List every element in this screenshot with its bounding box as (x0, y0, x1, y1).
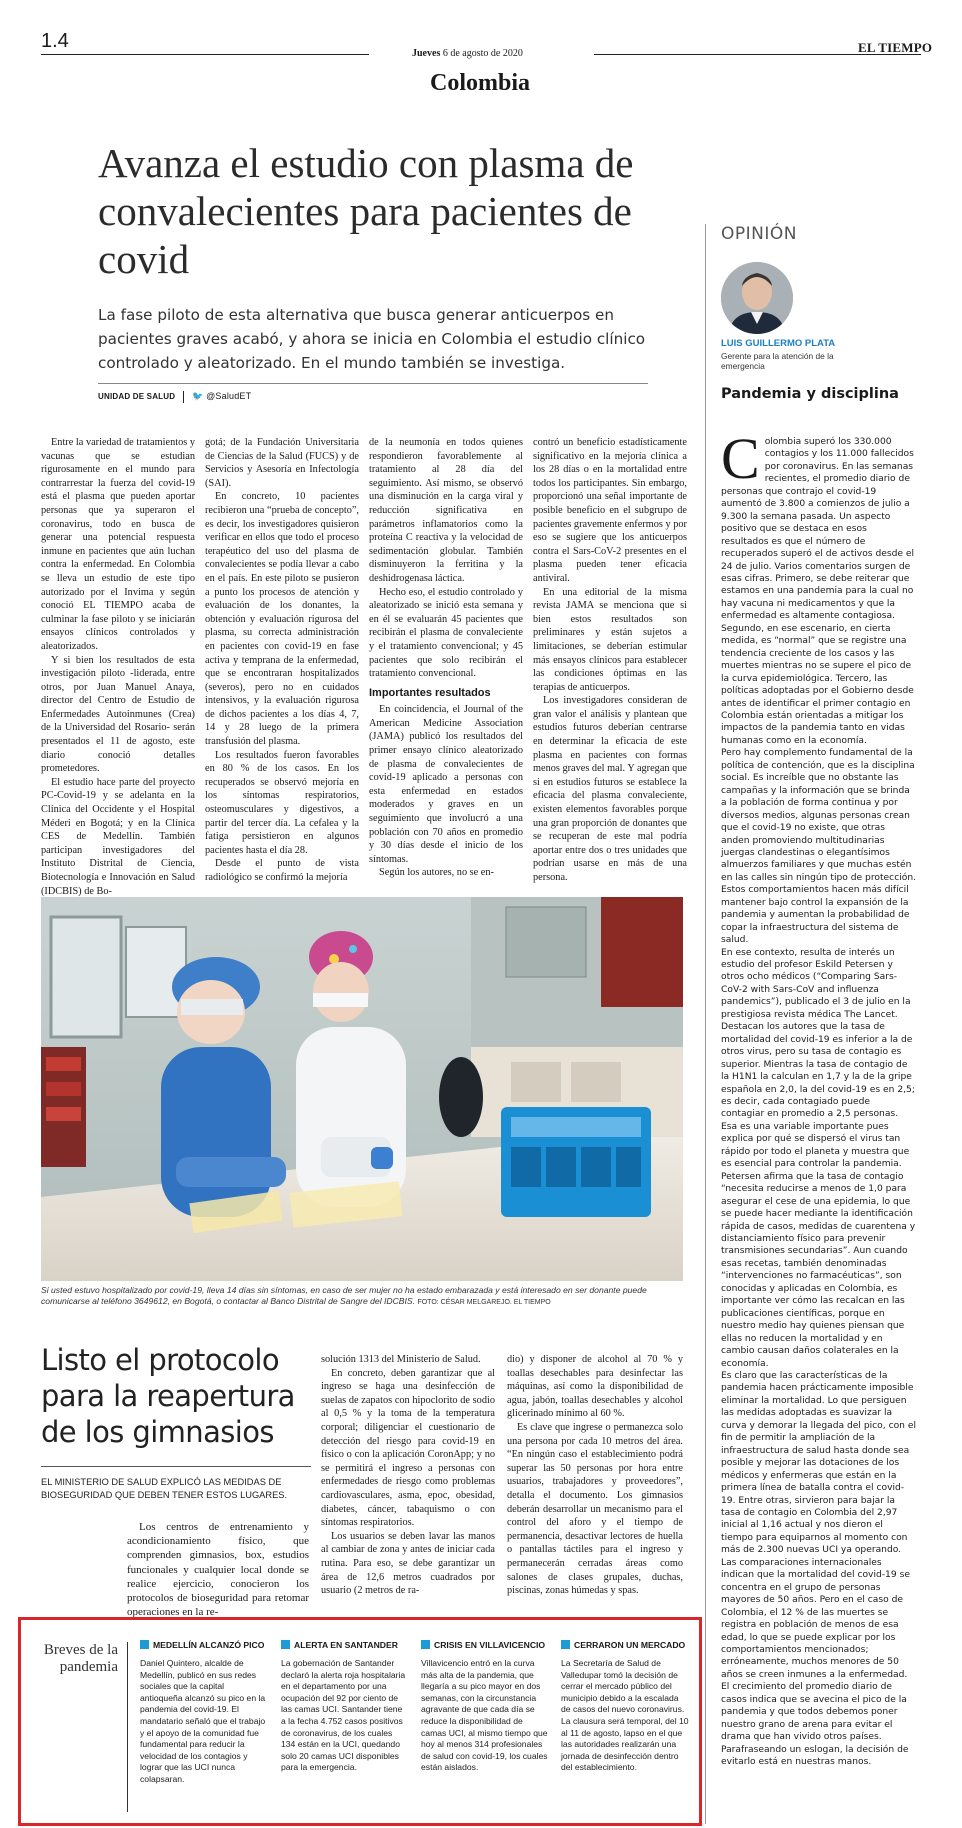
paragraph: En concreto, 10 pacientes recibieron una “prueba de concepto”, es decir, los investigadores quisieron verificar en ellos que todo el proceso terapéutico del uso del plasma de convalecientes se podía llevar a cabo en el país. En este piloto se pusieron a punto los procesos de atención y evaluación de los donantes, la obtención y evaluación rigurosa del plasma, su correcta administración en pacientes con covid-19 en fase activa y temprana de la enfermedad, que se encontraran hospitalizados (severos), pero no en cuidados intensivos, y la evaluación rigurosa de dichos pacientes a los días 4, 7, 14 y 28 luego de la primera transfusión del plasma. (205, 491, 359, 748)
opinion-paragraph (721, 426, 916, 747)
photo-caption (41, 1285, 683, 1308)
paragraph: Entre la variedad de tratamientos y vacunas que se estudian rigurosamente en el mundo para contrarrestar la fuerza del covid-19 está el plasma que pueden aportar personas que ya superaron el coronavirus, todo en busca de generar una potencial respuesta inmune en pacientes que aún luchan contra la enfermedad. En Colombia se lleva un estudio de este tipo autorizado por el Invima y según conoció EL TIEMPO acaba de culminar la fase piloto y se iniciarán ensayos clínicos controlados y aleatorizados. (41, 437, 195, 652)
opinion-paragraph: El crecimiento del promedio diario de casos indica que se avecina el pico de la pandemia y que todos debemos poner nuestro grano de arena para evitar el drama que han vivido otros países. Parafraseando un eslogan, la decisión de evitarlo está en nuestras manos. (721, 1682, 909, 1768)
columnist-avatar (721, 262, 793, 334)
columnist-role: Gerente para la atención de la emergencia (721, 351, 834, 371)
lab-photo-illustration (41, 897, 683, 1281)
opinion-paragraph: Esa es una variable importante pues explica por qué se dispersó el virus tan rápido por todo el planeta y muestra que es esencial para controlar la pandemia. Petersen afirma que la tasa de contagio “necesita reducirse a menos de 1,0 para asegurar el cese de una epidemia, lo que se puede hacer mediante la identificación rápida de casos, medidas de cuarentena y distanciamiento físico para prevenir transmisiones secundarias”. Aun cuando esas recetas, también denominadas “intervenciones no farmacéuticas”, son conocidas y aplicadas en Colombia, es importante ver cómo las recalcan en las publicaciones científicas, porque en nuestro medio hay quienes piensan que ellas no reducen la mortalidad y en cambio causan daños colaterales en la economía. (721, 1121, 916, 1369)
issue-date-rest: 6 de agosto de 2020 (442, 48, 523, 59)
breve-medellin (140, 1640, 268, 1786)
breve-text: La gobernación de Santander declaró la alerta roja hospitalaria en el departamento por una ocupación del 92 por ciento de las camas UCI. Santander tiene a la fecha 4.752 casos positivos de coronavirus, de los cuales 134 están en la UCI, quedando solo 20 camas UCI disponibles para la emergencia. (281, 1658, 406, 1773)
breve-text: Daniel Quintero, alcalde de Medellín, publicó en sus redes sociales que la capital antioqueña alcanzó su pico en la pandemia del covid-19. El mandatario señaló que el trabajo y el apoyo de la comunidad fue fundamental para reducir la velocidad de los contagios y lograr que las UCI nunca colapsaran. (140, 1658, 266, 1784)
opinion-rail-divider (705, 224, 706, 1824)
opinion-paragraph-text: olombia superó los 330.000 contagios y los 11.000 fallecidos por coronavirus. En las semanas recientes, el promedio diario de personas que contrajo el covid-19 aumentó de 3.800 a comienzos de julio a 9.300 la semana pasada. Un aspecto positivo que se destaca en esos resultados es que el número de recuperados superó el de activos desde el 24 de julio. Varios comentarios surgen de esas cifras. Primero, se debe reiterar que estamos en una pandemia para la cual no hay vacuna ni medicamentos y que la enfermedad es altamente contagiosa. Segundo, en ese escenario, en cierta medida, es “normal” que se registre una tendencia creciente de los casos y las muertes mientras no se supere el pico de la curva epidemiológica. Tercero, las políticas adoptadas por el Gobierno desde antes de identificar el primer contagio en Colombia están orientadas a mitigar los impactos de la pandemia tanto en vidas humanas como en la economía. (721, 437, 915, 746)
paragraph: Los centros de entrenamiento y acondicionamiento físico, que comprenden gimnasios, box, estudios funcionales y cualquier local donde se realice ejercicio, conocieron los protocolos de bioseguridad para retomar operaciones en la re- (127, 1521, 309, 1619)
gym-column-1 (127, 1520, 309, 1619)
byline-rule (98, 383, 648, 384)
paragraph: Es clave que ingrese o permanezca solo una persona por cada 10 metros del área. “En ningún caso el establecimiento podrá superar las 50 personas por hora entre usuarios, trabajadores y proveedores”, detalla el documento. Los gimnasios deberán desarrollar un mecanismo para el control del aforo y el tiempo de permanencia, desactivar lectores de huella o pantallas táctiles para el ingreso y permanecerán cerradas áreas como salones de clases grupales, duchas, piscinas, zonas húmedas y spas. (507, 1421, 683, 1597)
paragraph: dio) y disponer de alcohol al 70 % y toallas desechables para desinfectar las máquinas, así como la disponibilidad de agua, jabón, toallas desechables y alcohol glicerinado mínimo al 60 %. (507, 1354, 683, 1420)
gym-headline: Listo el protocolo para la reapertura de los gimnasios (41, 1343, 295, 1449)
opinion-title: Pandemia y disciplina (721, 386, 899, 402)
caption-text: Si usted estuvo hospitalizado por covid-19, lleva 14 días sin síntomas, en caso de ser mujer no ha estado embarazada y está interesado en ser donante puede comunicarse al teléfono 3649612, en Bogotá, o contactar al Banco Distrital de Sangre del IDCBIS. (41, 1285, 647, 1306)
paragraph: Los resultados fueron favorables en 80 % de los casos. En los recuperados se observó mejoría en los síntomas respiratorios, osteomusculares y digestivos, a partir del tercer día. La cefalea y la fatiga persistieron en algunos pacientes hasta el día 28. (205, 749, 359, 856)
opinion-paragraph: Las comparaciones internacionales indican que la mortalidad del covid-19 se concentra en el grupo de personas mayores de 50 años. Pero en el caso de Colombia, el 12 % de las muertes se registra en población de menos de esa edad, lo que se puede explicar por los comportamientos mencionados; erróneamente, muchos menores de 50 años se creen inmunes a la enfermedad. (721, 1557, 910, 1680)
paragraph: Los investigadores consideran de gran valor el análisis y plantean que estudios futuros deberían centrarse en determinar la eficacia de este plasma en pacientes con formas menos graves del mal. Y agregan que si en estudios futuros se establece la eficacia del plasma convaleciente, existen elementos favorables porque una gran proporción de donantes que se recuperan de este mal podría aportar entre dos o tres unidades que podrían usarse en más de una persona. (533, 695, 687, 883)
breves-divider (127, 1642, 128, 1812)
lab-photo (41, 897, 683, 1281)
breve-text: Villavicencio entró en la curva más alta de la pandemia, que llegaría a su pico mayor en dos semanas, con la circunstancia agravante de que cada día se reduce la disponibilidad de camas UCI, al mismo tiempo que hoy al menos 314 profesionales de salud con covid-19, los cuales están aislados. (421, 1658, 548, 1773)
breve-villavicencio (421, 1640, 549, 1774)
bullet-square-icon (281, 1640, 290, 1649)
lead-column-4 (533, 436, 687, 885)
breve-heading (140, 1640, 268, 1650)
lead-column-3 (369, 436, 523, 880)
breve-santander (281, 1640, 409, 1774)
gym-rule (41, 1466, 311, 1467)
gym-kicker: EL MINISTERIO DE SALUD EXPLICÓ LAS MEDIDAS DE BIOSEGURIDAD QUE DEBEN TENER ESTOS LUGARES. (41, 1477, 288, 1500)
paragraph: Según los autores, no se en- (379, 867, 494, 879)
byline-separator (183, 391, 184, 403)
breve-heading-text: MEDELLÍN ALCANZÓ PICO (153, 1640, 265, 1650)
byline (98, 391, 251, 403)
photo-credit: FOTO: CÉSAR MELGAREJO. EL TIEMPO (417, 1299, 551, 1306)
gym-column-2 (321, 1353, 495, 1598)
byline-unit: UNIDAD DE SALUD (98, 392, 176, 402)
lead-standfirst: La fase piloto de esta alternativa que busca generar anticuerpos en pacientes graves acabó, y ahora se inicia en Colombia el estudio clínico controlado y aleatorizado. En el mundo también se investiga. (98, 306, 646, 372)
gym-column-3 (507, 1353, 683, 1598)
breve-text: La Secretaría de Salud de Valledupar tomó la decisión de cerrar el mercado público del municipio debido a la escalada de casos del nuevo coronavirus. La clausura será temporal, del 10 al 11 de agosto, lapso en el que las autoridades realizarán una jornada de desinfección dentro del establecimiento. (561, 1658, 689, 1773)
opinion-body (721, 426, 917, 1768)
page-number: 1.4 (41, 30, 69, 52)
avatar-portrait (721, 262, 793, 334)
issue-weekday: Jueves (412, 48, 441, 59)
lead-headline: Avanza el estudio con plasma de convalecientes para pacientes de covid (98, 140, 634, 282)
section-title: Colombia (429, 70, 530, 96)
paragraph: En coincidencia, el Journal of the American Medicine Association (JAMA) publicó los resultados del primer ensayo clínico aleatorizado de plasma de convalecientes de covid-19 aplicado a personas con esta enfermedad en estados moderados y graves en un seguimiento que involucró a una población con 70 años en promedio y 30 días desde el inicio de los síntomas. (369, 704, 523, 865)
bullet-square-icon (421, 1640, 430, 1649)
opinion-paragraph: Es claro que las características de la pandemia hacen prácticamente imposible eliminar la mortalidad. Lo que persiguen las medidas adoptadas es suavizar la curva y demorar la llegada del pico, con el fin de permitir la ampliación de la infraestructura de salud hasta donde sea posible y mejorar las dotaciones de los médicos y enfermeras que están en la primera línea de batalla contra el covid-19. Entre otras, sirvieron para bajar la tasa de contagio en Colombia del 2,97 inicial al 1,16 actual y nos dieron el tiempo para equiparnos al momento con más de 2.300 nuevas UCI ya operando. (721, 1370, 917, 1556)
paragraph: En concreto, deben garantizar que al ingreso se haga una desinfección de suelas de zapatos con hipoclorito de sodio al 0,5 % y la toma de la temperatura corporal; diligenciar el cuestionario de detección del riesgo para covid-19 en físico o con la aplicación CoronApp; y no se permitirá el ingreso a personas con enfermedades de riesgo como problemas cardiovasculares, asma, epoc, obesidad, diabetes, cáncer, tabaquismo o con síntomas respiratorios. (321, 1367, 495, 1529)
columnist-name: LUIS GUILLERMO PLATA (721, 338, 836, 349)
paragraph: gotá; de la Fundación Universitaria de Ciencias de la Salud (FUCS) y de Servicios y Asesoría en Infectología (SAI). (205, 437, 359, 489)
paragraph: contró un beneficio estadísticamente significativo en la mejoría clínica a los 28 días o en la mortalidad entre todos los participantes. Sin embargo, proporcionó una señal importante de posible beneficio en el subgrupo de pacientes gravemente enfermos y por eso se sugiere que los anticuerpos contra el Sars-CoV-2 presentes en el plasma pueden tener eficacia antiviral. (533, 437, 687, 584)
bullet-square-icon (561, 1640, 570, 1649)
paragraph: Los usuarios se deben lavar las manos al cambiar de zona y antes de iniciar cada rutina. Para eso, se debe garantizar un área de 12,6 metros cuadrados por usuario (2 metros de ra- (321, 1530, 495, 1597)
breve-heading (561, 1640, 689, 1650)
breve-heading-text: CRISIS EN VILLAVICENCIO (434, 1640, 546, 1650)
opinion-paragraph: Pero hay complemento fundamental de la política de contención, que es la disciplina social. Es increíble que no obstante las campañas y la información que se brinda a la población de forma continua y por diversos medios, algunas personas crean que el covid-19 no existe, que otras anden promoviendo multitudinarias juergas clandestinas o elegantísimos almuerzos familiares y que muchas estén en las calles sin ningún tipo de protección. Estos comportamientos hacen más difícil mantener bajo control la expansión de la pandemia y aumentan la probabilidad de copar la infraestructura del sistema de salud. (721, 748, 917, 946)
lead-column-1 (41, 436, 195, 898)
opinion-label: OPINIÓN (721, 224, 797, 244)
paragraph: Y si bien los resultados de esta investigación piloto -liderada, entre otros, por Juan Manuel Anaya, director del Centro de Estudio de Enfermedades Autoinmunes (Crea) de la Universidad del Rosario- serán presentados el 11 de agosto, este diario conoció detalles prometedores. (41, 654, 195, 775)
header-rule-left (41, 54, 369, 55)
subhead: Importantes resultados (369, 686, 491, 699)
byline-handle[interactable]: @SaludET (206, 391, 252, 402)
issue-date (412, 48, 523, 59)
paragraph: de la neumonía en todos quienes respondieron favorablemente al tratamiento al 28 día del seguimiento. Así mismo, se observó una disminución en la carga viral y reducción significativa en parámetros inflamatorios como la proteína C reactiva y la velocidad de sedimentación globular. También disminuyeron la ferritina y la deshidrogenasa láctica. (369, 437, 523, 584)
paragraph: Hecho eso, el estudio controlado y aleatorizado se inició esta semana y en él se evaluarán 45 pacientes que recibirán el plasma de convaleciente y el tratamiento convencional; y 45 pacientes que solo recibirán el tratamiento convencional. (369, 586, 523, 680)
breve-heading (281, 1640, 409, 1650)
twitter-icon: 🐦 (192, 391, 204, 402)
breve-heading-text: ALERTA EN SANTANDER (294, 1640, 398, 1650)
breve-heading (421, 1640, 549, 1650)
breves-title: Breves de la pandemia (43, 1642, 118, 1675)
opinion-paragraph: En ese contexto, resulta de interés un estudio del profesor Eskild Petersen y otros ocho médicos (“Comparing Sars-CoV-2 with Sars-CoV and influenza pandemics”), publicado el 3 de julio en la prestigiosa revista médica The Lancet. Destacan los autores que la tasa de mortalidad del covid-19 es inferior a la de otros virus, pero su tasa de contagio es superior. Mientras la tasa de contagio de la H1N1 la calculan en 1,7 y la de la gripe española en 2,0, la del covid-19 es en 2,5; es decir, cada contagiado puede contagiar en promedio a 2,5 personas. (721, 947, 915, 1120)
drop-cap: C (721, 426, 760, 491)
lead-column-2 (205, 436, 359, 885)
breve-mercado (561, 1640, 689, 1774)
paragraph: Desde el punto de vista radiológico se confirmó la mejoría (205, 858, 359, 883)
bullet-square-icon (140, 1640, 149, 1649)
paragraph: solución 1313 del Ministerio de Salud. (321, 1354, 481, 1365)
paragraph: En una editorial de la misma revista JAMA se menciona que si bien estos resultados son preliminares y están sujetos a limitaciones, se deberían estimular más ensayos clínicos para establecer las condiciones óptimas en las terapias de anticuerpos. (533, 586, 687, 693)
brand-logo: EL TIEMPO (858, 40, 933, 55)
paragraph: El estudio hace parte del proyecto PC-Covid-19 y se adelanta en la Clínica del Occidente y el Hospital Méderi en Bogotá; y en la Clínica CES de Medellín. También participan investigadores del Instituto Distrital de Ciencia, Biotecnología e Innovación en Salud (IDCBIS) de Bo- (41, 776, 195, 897)
breve-heading-text: CERRARON UN MERCADO (574, 1640, 686, 1650)
